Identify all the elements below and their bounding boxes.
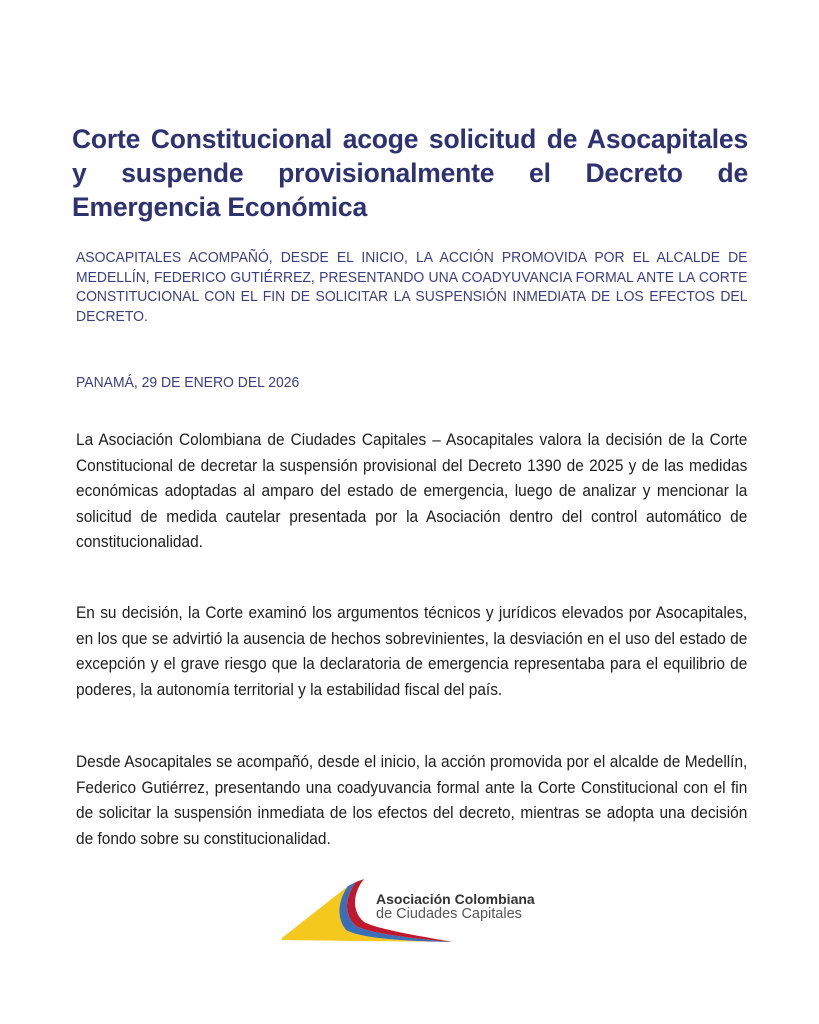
- lead-summary: ASOCAPITALES ACOMPAÑÓ, DESDE EL INICIO, LA ACCIÓN PROMOVIDA POR EL ALCALDE DE MEDELLÍN, FEDERICO GUTIÉRREZ, PRESENTANDO UNA COADYUVANCIA FORMAL ANTE LA CORTE CONSTITUCIONAL CON EL FIN DE SOLICITAR LA SUSPENSIÓN INMEDIATA DE LOS EFECTOS DEL DECRETO.: [76, 249, 748, 325]
- body-paragraph-2: En su decisión, la Corte examinó los argumentos técnicos y jurídicos elevados por Asocapitales, en los que se advirtió la ausencia de hechos sobrevinientes, la desviación en el uso del estado de excepción y el grave riesgo que la declaratoria de emergencia representaba para el equilibrio de poderes, la autonomía territorial y la estabilidad fiscal del país.: [76, 604, 748, 699]
- asocapitales-logo: [280, 878, 560, 944]
- logo-line-2: de Ciudades Capitales: [376, 906, 522, 922]
- logo-line-1: Asociación Colombiana: [376, 891, 535, 907]
- body-paragraph-1: La Asociación Colombiana de Ciudades Capitales – Asocapitales valora la decisión de la Corte Constitucional de decretar la suspensión provisional del Decreto 1390 de 2025 y de las medidas económicas adoptadas al amparo del estado de emergencia, luego de analizar y mencionar la solicitud de medida cautelar presentada por la Asociación dentro del control automático de constitucionalidad.: [76, 431, 748, 551]
- logo-wordmark: [376, 892, 535, 922]
- dateline: PANAMÁ, 29 DE ENERO DEL 2026: [76, 374, 300, 391]
- body-paragraph-3: Desde Asocapitales se acompañó, desde el inicio, la acción promovida por el alcalde de Medellín, Federico Gutiérrez, presentando una coadyuvancia formal ante la Corte Constitucional con el fin de solicitar la suspensión inmediata de los efectos del decreto, mientras se adopta una decisión de fondo sobre su constitucionalidad.: [76, 753, 748, 848]
- headline: Corte Constitucional acoge solicitud de Asocapitales y suspende provisionalmente el Decreto de Emergencia Económica: [72, 124, 748, 222]
